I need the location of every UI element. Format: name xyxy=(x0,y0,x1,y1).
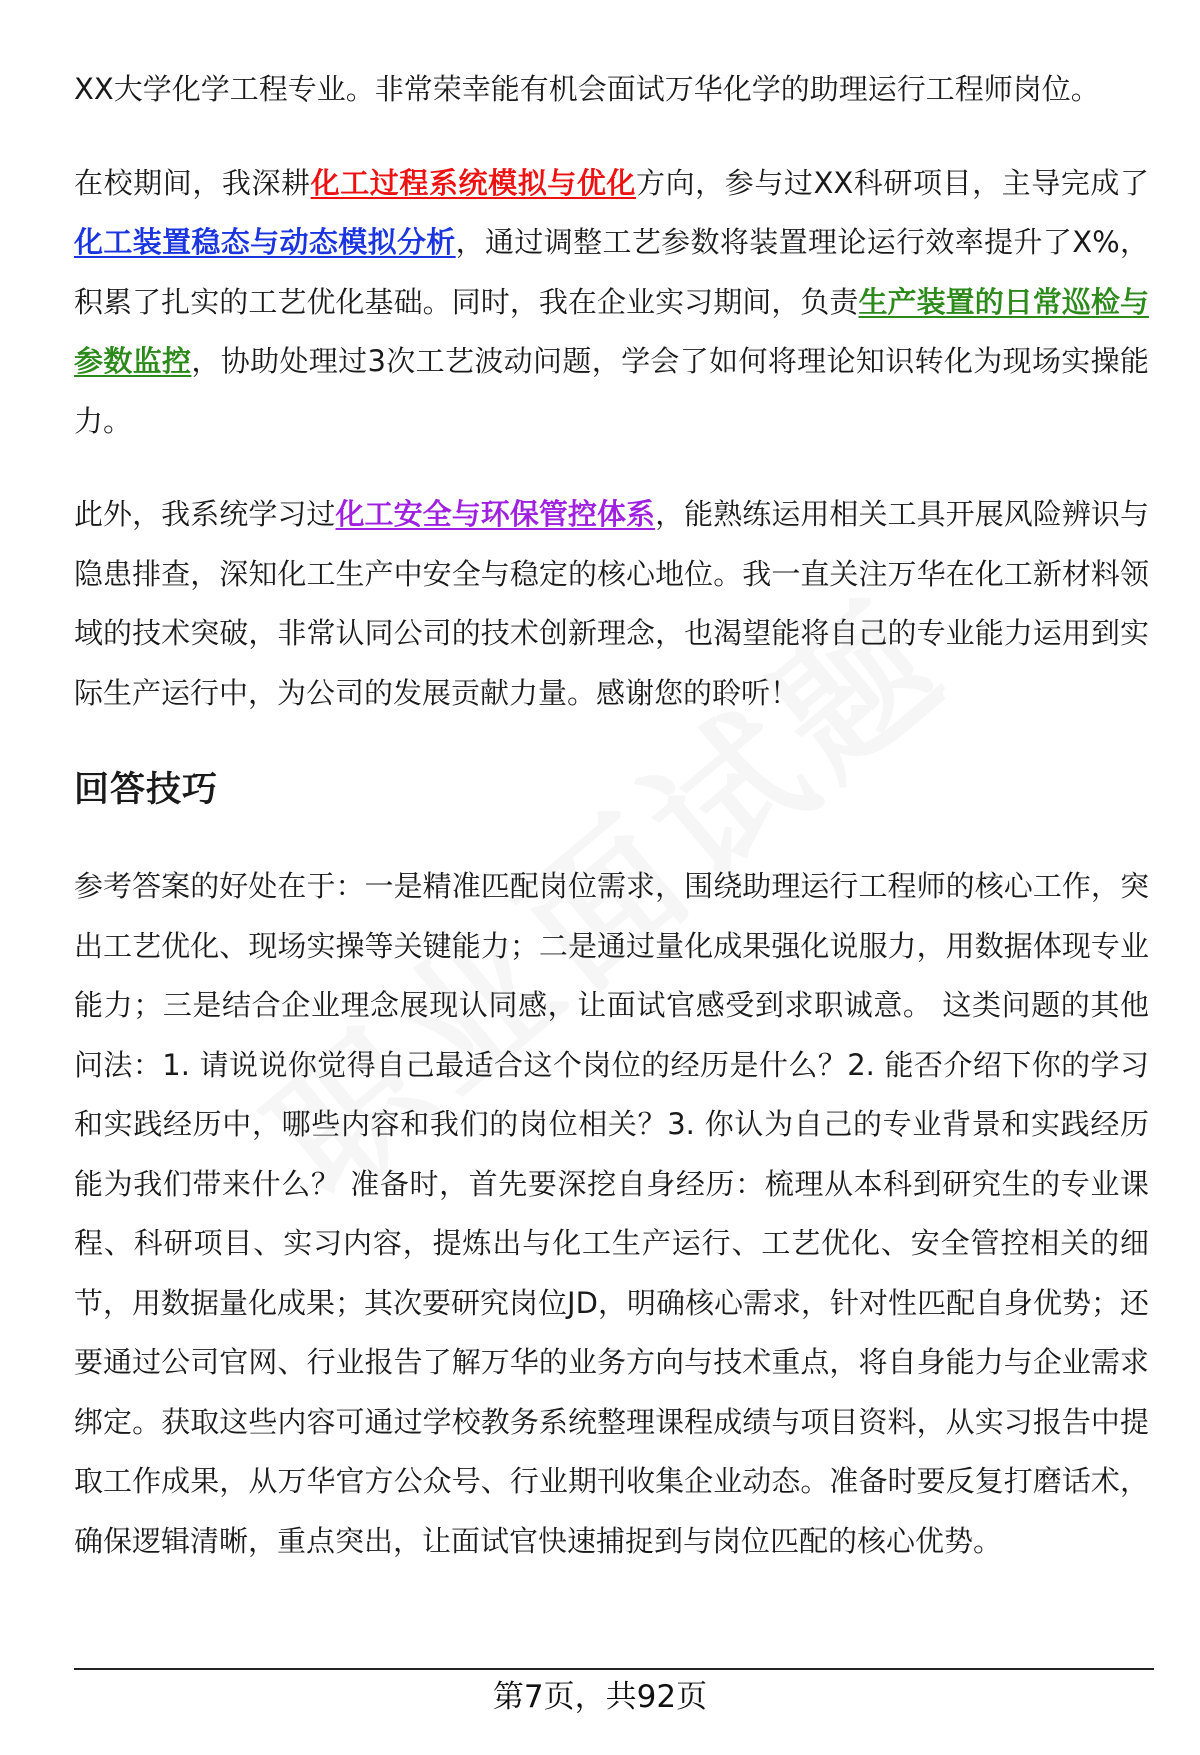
paragraph-school-experience xyxy=(74,154,1149,452)
paragraph-safety-motivation xyxy=(74,485,1149,723)
text-span: ，通过调整工艺参数将装置理论运行效率提升了X%，积累了扎实的工艺优化基础。同时，我在企业实习期间，负责 xyxy=(74,225,1149,319)
highlight-process-simulation: 化工过程系统模拟与优化 xyxy=(310,165,637,200)
section-title-answer-tips: 回答技巧 xyxy=(74,770,219,810)
page-number: 第7页，共92页 xyxy=(492,1679,708,1715)
text-span: 此外，我系统学习过 xyxy=(74,497,336,531)
paragraph-intro: XX大学化学工程专业。非常荣幸能有机会面试万华化学的助理运行工程师岗位。 xyxy=(74,72,1100,106)
highlight-inspection-monitoring: 生产装置的日常巡检与参数监控 xyxy=(74,284,1149,378)
footer-divider xyxy=(74,1668,1154,1670)
highlight-safety-environment-system: 化工安全与环保管控体系 xyxy=(335,497,656,531)
paragraph-answer-tips: 参考答案的好处在于：一是精准匹配岗位需求，围绕助理运行工程师的核心工作，突出工艺优化、现场实操等关键能力；二是通过量化成果强化说服力，用数据体现专业能力；三是结合企业理念展现认同感，让面试官感受到求职诚意。 这类问题的其他问法：1. 请说说你觉得自己最适合这个岗位的经历是什么？2. 能否介绍下你的学习和实践经历中，哪些内容和我们的岗位相关？3. 你认为自己的专业背景和实践经历能为我们带来什么？ 准备时，首先要深挖自身经历：梳理从本科到研究生的专业课程、科研项目、实习内容，提炼出与化工生产运行、工艺优化、安全管控相关的细节，用数据量化成果；其次要研究岗位JD，明确核心需求，针对性匹配自身优势；还要通过公司官网、行业报告了解万华的业务方向与技术重点，将自身能力与企业需求绑定。获取这些内容可通过学校教务系统整理课程成绩与项目资料，从实习报告中提取工作成果，从万华官方公众号、行业期刊收集企业动态。准备时要反复打磨话术，确保逻辑清晰，重点突出，让面试官快速捕捉到与岗位匹配的核心优势。 xyxy=(74,869,1149,1558)
text-span: 方向，参与过XX科研项目，主导完成了 xyxy=(636,165,1149,200)
text-span: ，协助处理过3次工艺波动问题，学会了如何将理论知识转化为现场实操能力。 xyxy=(74,344,1149,438)
document-content xyxy=(74,60,1149,1571)
highlight-steady-dynamic-analysis: 化工装置稳态与动态模拟分析 xyxy=(74,225,456,259)
text-span: 在校期间，我深耕 xyxy=(74,165,311,200)
text-span: ，能熟练运用相关工具开展风险辨识与隐患排查，深知化工生产中安全与稳定的核心地位。我一直关注万华在化工新材料领域的技术突破，非常认同公司的技术创新理念，也渴望能将自己的专业能力运用到实际生产运行中，为公司的发展贡献力量。感谢您的聆听！ xyxy=(74,497,1149,710)
